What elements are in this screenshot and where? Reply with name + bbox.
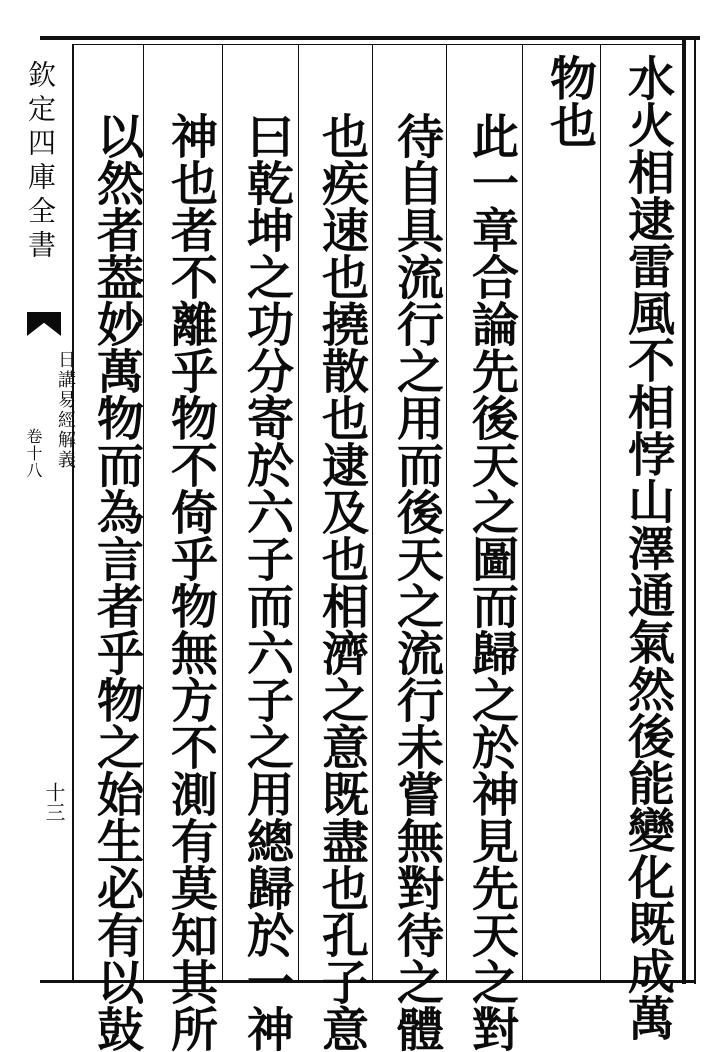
margin-subtitle-block [18,350,78,550]
text-column-6: 曰乾坤之功分寄於六子而六子之用總歸於一神 [239,112,294,1052]
text-column-1: 水火相逮雷風不相悖山澤通氣然後能變化既成萬 [620,54,675,1041]
column-rule [222,44,223,980]
volume-label: 卷十八 [24,428,43,479]
column-rule [600,44,601,980]
right-border [682,36,686,984]
text-column-3: 此一章合論先後天之圖而歸之於神見先天之對 [464,112,519,1052]
column-rule [446,44,447,980]
top-border [40,36,700,40]
sub-title: 日講易經解義 [55,350,76,470]
right-border-outer [694,36,696,984]
page-number: 十三 [42,782,66,822]
top-border-inner [74,44,682,45]
text-column-4: 待自具流行之用而後天之流行未嘗無對待之體 [389,112,444,1052]
book-title [18,60,62,264]
column-rule [522,44,523,980]
text-column-7: 神也者不離乎物不倚乎物無方不測有莫知其所 [163,112,218,1052]
column-rule [298,44,299,980]
fishtail-mark [27,312,61,336]
text-column-5: 也疾速也撓散也逮及也相濟之意既盡也孔子意 [314,112,369,1052]
column-rule [372,44,373,980]
text-column-2: 物也 [542,54,597,148]
book-title-text: 欽定四庫全書 [24,60,57,264]
text-column-8: 以然者葢妙萬物而為言者乎物之始生必有以鼔 [89,112,144,1052]
